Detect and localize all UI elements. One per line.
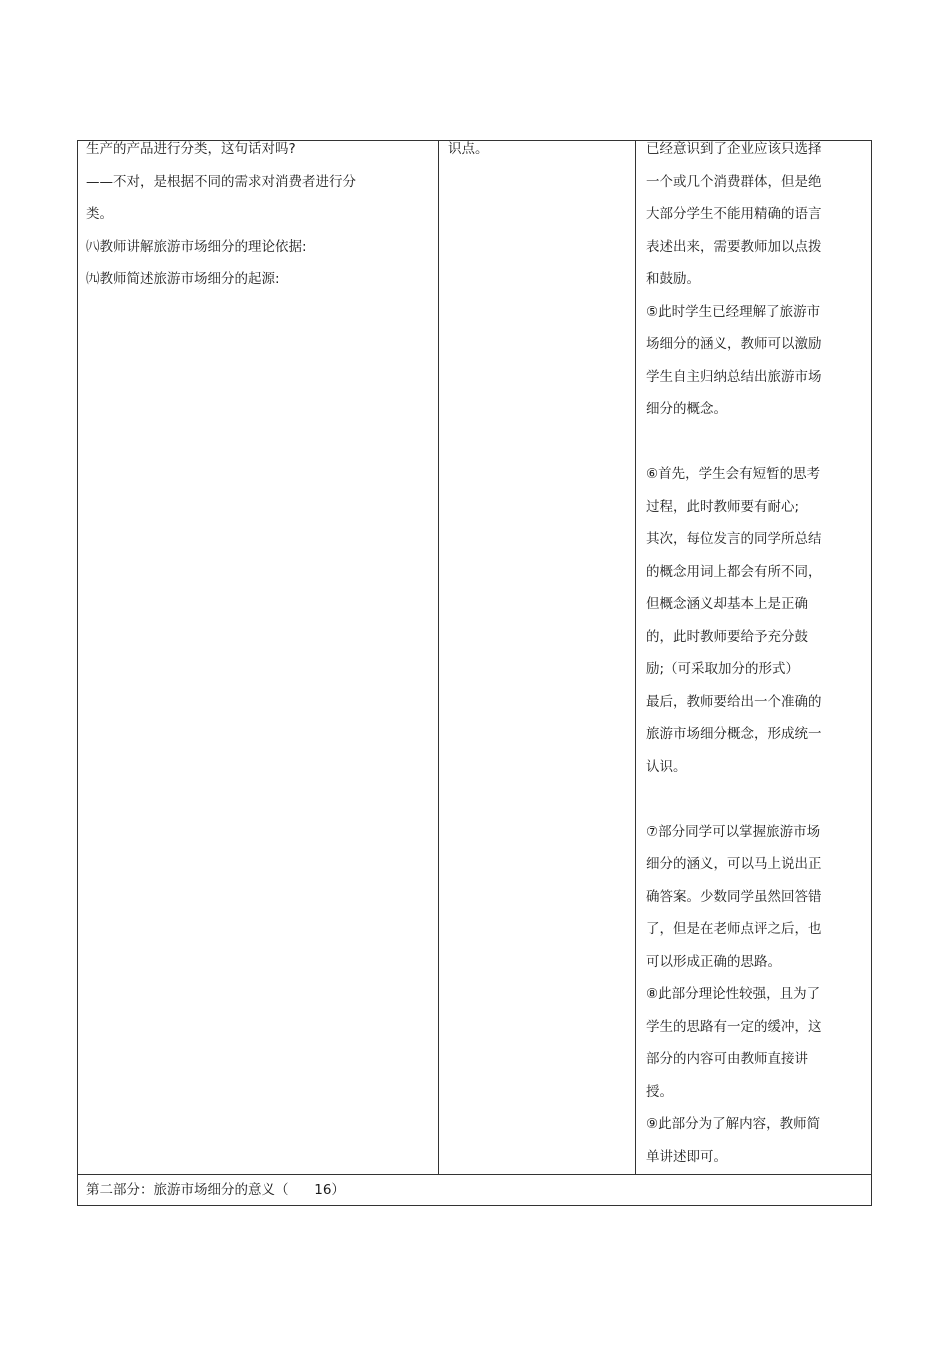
text-line: 过程，此时教师要有耐心;	[646, 498, 800, 515]
student-response-cell	[646, 133, 868, 1173]
column-divider-1	[438, 141, 439, 1174]
column-divider-2	[635, 141, 636, 1174]
lesson-plan-table	[77, 140, 872, 1206]
text-line: 的概念用词上都会有所不同，	[646, 563, 822, 580]
text-line: ⑧此部分理论性较强，且为了	[646, 986, 821, 1002]
text-line: 部分的内容可由教师直接讲	[646, 1051, 808, 1067]
text-line: 的，此时教师要给予充分鼓	[646, 628, 808, 645]
text-line: 一个或几个消费群体，但是绝	[646, 173, 822, 190]
text-line: 场细分的涵义，教师可以激励	[646, 336, 822, 352]
paragraph-gap	[646, 426, 868, 459]
text-line: 了，但是在老师点评之后，也	[646, 921, 822, 937]
text-line: 类。	[86, 206, 113, 222]
text-line: 旅游市场细分概念，形成统一	[646, 726, 822, 742]
teaching-process-cell	[86, 133, 431, 296]
text-line: 识点。	[448, 141, 489, 157]
text-line: ⑨此部分为了解内容，教师简	[646, 1116, 821, 1132]
text-line: ⑤此时学生已经理解了旅游市	[646, 303, 821, 320]
text-line: 可以形成正确的思路。	[646, 953, 781, 970]
text-line: 已经意识到了企业应该只选择	[646, 141, 822, 157]
text-line: 细分的概念。	[646, 401, 727, 417]
text-line: 授。	[646, 1083, 673, 1100]
text-line: 其次，每位发言的同学所总结	[646, 531, 822, 547]
text-line: 学生自主归纳总结出旅游市场	[646, 368, 822, 385]
text-line: 但概念涵义却基本上是正确	[646, 596, 808, 612]
text-line: ⑥首先，学生会有短暂的思考	[646, 466, 821, 482]
text-line: 单讲述即可。	[646, 1148, 727, 1165]
text-line: 生产的产品进行分类，这句话对吗?	[86, 141, 296, 157]
text-line: 认识。	[646, 758, 687, 775]
text-line: 学生的思路有一定的缓冲，这	[646, 1018, 822, 1035]
text-line: ⑦部分同学可以掌握旅游市场	[646, 823, 821, 840]
paragraph-gap	[646, 783, 868, 816]
text-line: 最后，教师要给出一个准确的	[646, 693, 822, 710]
text-line: 细分的涵义，可以马上说出正	[646, 856, 822, 872]
text-line: ——不对，是根据不同的需求对消费者进行分	[86, 173, 356, 190]
text-line: 表述出来，需要教师加以点拨	[646, 238, 822, 255]
text-line: 大部分学生不能用精确的语言	[646, 206, 822, 222]
text-line: 和鼓励。	[646, 271, 700, 287]
text-line: ㈧教师讲解旅游市场细分的理论依据:	[86, 238, 307, 255]
design-intent-cell	[448, 133, 628, 166]
text-line: 确答案。少数同学虽然回答错	[646, 888, 822, 905]
text-line: 励;（可采取加分的形式）	[646, 661, 800, 677]
text-line: ㈨教师简述旅游市场细分的起源:	[86, 271, 280, 287]
section-heading: 第二部分：旅游市场细分的意义（ 16）	[86, 1182, 345, 1198]
